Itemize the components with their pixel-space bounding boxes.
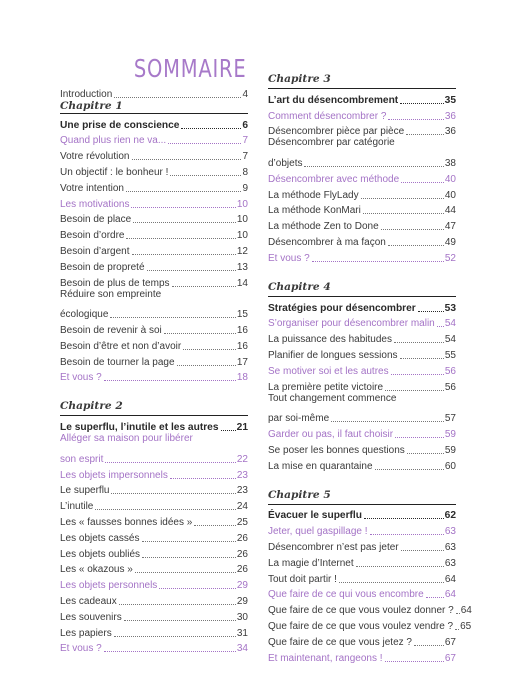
toc-page-number: 62 [444, 510, 456, 522]
toc-page-number: 17 [236, 356, 248, 368]
toc-entry-title: Désencombrer par catégorie [268, 137, 395, 149]
toc-page-number: 10 [236, 198, 248, 210]
section-gap [268, 472, 456, 487]
toc-page-number: 18 [236, 372, 248, 384]
dot-leader [131, 207, 235, 208]
toc-page-number: 52 [444, 252, 456, 264]
toc-entry-title: Désencombrer avec méthode [268, 173, 400, 185]
toc-entry[interactable] [60, 289, 248, 305]
toc-entry[interactable] [60, 623, 248, 639]
dot-leader [381, 229, 444, 230]
dot-leader [172, 286, 236, 287]
toc-entry-title: Et vous ? [60, 372, 102, 384]
toc-entry[interactable] [268, 216, 456, 232]
toc-page-number: 55 [444, 349, 456, 361]
dot-leader [111, 493, 235, 494]
toc-entry-title: La méthode Zen to Done [268, 221, 379, 233]
toc-page-number: 21 [236, 422, 248, 434]
dot-leader [370, 534, 444, 535]
toc-entry[interactable] [60, 257, 248, 273]
toc-page-number: 54 [444, 334, 456, 346]
toc-page-number: 64 [444, 589, 456, 601]
toc-page-number: 36 [444, 110, 456, 122]
toc-entry-title: écologique [60, 309, 109, 321]
toc-entry[interactable] [268, 201, 456, 217]
toc-page-number: 35 [444, 94, 456, 106]
toc-entry[interactable] [60, 352, 248, 368]
dot-leader [132, 254, 236, 255]
dot-leader [364, 518, 444, 519]
section-gap [60, 383, 248, 398]
toc-page-number: 63 [444, 541, 456, 553]
toc-entry-title: par soi-même [268, 413, 330, 425]
toc-page-number: 31 [236, 627, 248, 639]
toc-page-number: 63 [444, 557, 456, 569]
toc-page-number: 59 [444, 444, 456, 456]
toc-entry[interactable] [60, 465, 248, 481]
dot-leader [375, 469, 444, 470]
toc-entry-title: Les motivations [60, 198, 130, 210]
toc-entry-title: Besoin d’être et non d’avoir [60, 340, 182, 352]
toc-page-number: 16 [236, 324, 248, 336]
toc-entry[interactable] [60, 304, 248, 320]
toc-entry-title: Besoin de propreté [60, 261, 145, 273]
toc-entry-title: Les objets oubliés [60, 548, 141, 560]
toc-left-column [60, 84, 248, 654]
toc-page-number: 10 [236, 214, 248, 226]
toc-entry[interactable] [60, 241, 248, 257]
dot-leader [168, 143, 241, 144]
toc-entry-title: La méthode KonMari [268, 205, 361, 217]
toc-entry[interactable] [60, 336, 248, 352]
toc-page-number: 24 [236, 501, 248, 513]
dot-leader [170, 478, 236, 479]
toc-entry[interactable] [268, 106, 456, 122]
page-title: SOMMAIRE [133, 54, 247, 83]
toc-entry[interactable] [268, 345, 456, 361]
toc-page-number: 16 [236, 340, 248, 352]
toc-entry[interactable] [60, 433, 248, 449]
toc-entry-title: Le superflu, l’inutile et les autres [60, 422, 219, 434]
dot-leader [170, 175, 241, 176]
toc-entry[interactable] [60, 496, 248, 512]
toc-page-number: 23 [236, 469, 248, 481]
toc-page-number: 6 [242, 119, 248, 131]
toc-entry-title: Comment désencombrer ? [268, 110, 387, 122]
toc-entry[interactable] [268, 600, 472, 617]
toc-entry[interactable] [268, 569, 456, 585]
toc-entry[interactable] [268, 521, 456, 537]
dot-leader [181, 128, 241, 129]
toc-entry-title: Votre intention [60, 182, 124, 194]
toc-entry-title: S’organiser pour désencombrer malin [268, 318, 435, 330]
toc-entry[interactable] [60, 320, 248, 336]
toc-page-number: 23 [236, 485, 248, 497]
toc-entry[interactable] [60, 528, 248, 544]
toc-entry-title: Stratégies pour désencombrer [268, 302, 416, 314]
toc-entry-title: Les « fausses bonnes idées » [60, 516, 193, 528]
toc-entry[interactable] [268, 456, 456, 472]
dot-leader [114, 636, 236, 637]
dot-leader [385, 661, 444, 662]
toc-entry-title: L’art du désencombrement [268, 94, 399, 106]
toc-entry[interactable] [60, 84, 248, 100]
toc-entry-title: La mise en quarantaine [268, 460, 373, 472]
toc-page-number: 29 [236, 595, 248, 607]
toc-page-number: 36 [444, 126, 456, 138]
toc-page-number: 38 [444, 157, 456, 169]
toc-entry-title: La première petite victoire [268, 381, 384, 393]
toc-entry[interactable] [60, 639, 248, 655]
toc-page-number: 49 [444, 236, 456, 248]
toc-entry-title: Se motiver soi et les autres [268, 365, 389, 377]
toc-page-number: 12 [236, 245, 248, 257]
dot-leader [164, 333, 236, 334]
toc-entry-title: L’inutile [60, 501, 94, 513]
dot-leader [418, 311, 444, 312]
toc-entry-title: Que faire de ce que vous jetez ? [268, 636, 412, 648]
toc-entry[interactable] [268, 585, 456, 601]
dot-leader [119, 604, 236, 605]
chapter-title-entry[interactable] [60, 417, 248, 433]
toc-entry[interactable] [268, 616, 472, 632]
toc-entry[interactable] [60, 194, 248, 210]
toc-page-number: 7 [242, 135, 248, 147]
section-gap [268, 264, 456, 279]
toc-page-number: 65 [460, 620, 472, 632]
dot-leader [400, 103, 443, 104]
dot-leader [95, 509, 236, 510]
toc-entry-title: La magie d’Internet [268, 557, 354, 569]
toc-page-number: 26 [236, 532, 248, 544]
toc-entry[interactable] [268, 648, 456, 664]
toc-entry-title: Les objets cassés [60, 532, 140, 544]
toc-entry-title: Alléger sa maison pour libérer [60, 433, 193, 445]
toc-entry[interactable] [60, 544, 248, 560]
dot-leader [221, 430, 236, 431]
dot-leader [400, 358, 444, 359]
dot-leader [388, 119, 443, 120]
toc-page-number: 63 [444, 526, 456, 538]
toc-page-number: 4 [242, 88, 248, 100]
toc-entry-title: Besoin de place [60, 214, 132, 226]
dot-leader [401, 182, 444, 183]
toc-page-number: 56 [444, 381, 456, 393]
toc-entry[interactable] [60, 607, 248, 623]
toc-page-number: 40 [444, 173, 456, 185]
dot-leader [110, 317, 236, 318]
dot-leader [331, 421, 444, 422]
toc-entry-title: Se poser les bonnes questions [268, 444, 405, 456]
dot-leader [104, 380, 236, 381]
toc-entry[interactable] [268, 393, 456, 409]
dot-leader [356, 566, 444, 567]
toc-entry-title: Tout doit partir ! [268, 573, 337, 585]
toc-page-number: 8 [242, 166, 248, 178]
toc-page-number: 59 [444, 428, 456, 440]
toc-entry-title: Et maintenant, rangeons ! [268, 652, 383, 664]
toc-page-number: 14 [236, 277, 248, 289]
dot-leader [388, 245, 444, 246]
dot-leader [183, 349, 236, 350]
dot-leader [385, 390, 444, 391]
toc-entry-title: Le superflu [60, 485, 110, 497]
toc-entry-title: Évacuer le superflu [268, 510, 362, 522]
toc-entry-title: Besoin d’argent [60, 245, 130, 257]
dot-leader [437, 326, 444, 327]
toc-page-number: 29 [236, 580, 248, 592]
dot-leader [426, 597, 444, 598]
toc-entry[interactable] [268, 553, 456, 569]
toc-entry-title: Un objectif : le bonheur ! [60, 166, 169, 178]
toc-entry[interactable] [268, 632, 456, 648]
toc-entry[interactable] [268, 440, 456, 456]
dot-leader [394, 342, 444, 343]
dot-leader [133, 222, 236, 223]
toc-entry-title: Besoin de plus de temps [60, 277, 170, 289]
dot-leader [312, 261, 444, 262]
toc-entry-title: Besoin de revenir à soi [60, 324, 162, 336]
toc-entry-title: Les cadeaux [60, 595, 117, 607]
toc-page-number: 15 [236, 309, 248, 321]
chapter-title-entry[interactable] [268, 90, 456, 106]
toc-page-number: 40 [444, 189, 456, 201]
toc-entry-title: son esprit [60, 453, 104, 465]
toc-entry-title: Que faire de ce que vous voulez donner ? [268, 605, 454, 617]
toc-entry[interactable] [60, 178, 248, 194]
toc-entry[interactable] [60, 162, 248, 178]
dot-leader [147, 270, 236, 271]
toc-entry[interactable] [60, 560, 248, 576]
toc-entry[interactable] [268, 169, 456, 185]
toc-page-number: 57 [444, 413, 456, 425]
toc-entry-title: Quand plus rien ne va... [60, 135, 167, 147]
dot-leader [414, 645, 444, 646]
dot-leader [114, 97, 241, 98]
toc-entry-title: Introduction [60, 88, 113, 100]
toc-entry-title: Désencombrer n’est pas jeter [268, 541, 399, 553]
chapter-title-entry[interactable] [60, 115, 248, 131]
dot-leader [194, 525, 236, 526]
toc-page-number: 64 [460, 605, 472, 617]
toc-entry[interactable] [60, 368, 248, 384]
toc-entry-title: Que faire de ce que vous voulez vendre ? [268, 620, 454, 632]
toc-entry[interactable] [60, 512, 248, 528]
dot-leader [135, 572, 236, 573]
toc-page-number: 26 [236, 548, 248, 560]
toc-entry-title: Tout changement commence [268, 392, 397, 404]
chapter-heading: Chapitre 5 [268, 487, 456, 505]
toc-entry[interactable] [268, 408, 456, 424]
toc-entry-title: Désencombrer à ma façon [268, 236, 386, 248]
toc-entry-title: Les « okazous » [60, 564, 133, 576]
dot-leader [104, 651, 236, 652]
toc-page-number: 53 [444, 302, 456, 314]
dot-leader [395, 437, 444, 438]
dot-leader [406, 134, 444, 135]
toc-entry[interactable] [268, 232, 456, 248]
toc-entry[interactable] [268, 537, 456, 553]
toc-page-number: 22 [236, 453, 248, 465]
toc-entry[interactable] [268, 137, 456, 153]
toc-page-number: 7 [242, 151, 248, 163]
toc-entry-title: La puissance des habitudes [268, 334, 392, 346]
toc-page-number: 47 [444, 221, 456, 233]
toc-entry-title: Les souvenirs [60, 611, 122, 623]
toc-entry[interactable] [268, 377, 456, 393]
toc-entry[interactable] [268, 153, 456, 169]
toc-entry-title: Les objets impersonnels [60, 469, 168, 481]
toc-page-number: 10 [236, 230, 248, 242]
dot-leader [177, 365, 236, 366]
toc-entry[interactable] [60, 131, 248, 147]
toc-entry[interactable] [268, 424, 456, 440]
toc-entry-title: Et vous ? [268, 252, 310, 264]
toc-page-number: 30 [236, 611, 248, 623]
toc-page-number: 44 [444, 205, 456, 217]
dot-leader [401, 550, 444, 551]
chapter-title-entry[interactable] [268, 298, 456, 314]
toc-entry[interactable] [60, 481, 248, 497]
toc-entry-title: d’objets [268, 157, 303, 169]
toc-entry-title: Une prise de conscience [60, 119, 180, 131]
toc-page-number: 64 [444, 573, 456, 585]
dot-leader [391, 374, 444, 375]
dot-leader [363, 213, 444, 214]
toc-right-column [268, 71, 472, 664]
toc-page-number: 54 [444, 318, 456, 330]
toc-entry[interactable] [60, 449, 248, 465]
dot-leader [142, 541, 236, 542]
dot-leader [142, 557, 236, 558]
toc-page-number: 67 [444, 652, 456, 664]
toc-entry-title: La méthode FlyLady [268, 189, 359, 201]
dot-leader [361, 198, 444, 199]
toc-entry[interactable] [60, 273, 248, 289]
toc-entry-title: Besoin d’ordre [60, 230, 125, 242]
toc-entry[interactable] [268, 248, 456, 264]
toc-entry-title: Votre révolution [60, 151, 130, 163]
dot-leader [105, 462, 236, 463]
toc-page-number: 34 [236, 643, 248, 655]
toc-entry[interactable] [60, 575, 248, 591]
toc-entry-title: Jeter, quel gaspillage ! [268, 526, 368, 538]
toc-entry[interactable] [268, 314, 456, 330]
toc-entry[interactable] [60, 591, 248, 607]
toc-entry-title: Garder ou pas, il faut choisir [268, 428, 394, 440]
toc-entry-title: Besoin de tourner la page [60, 356, 175, 368]
toc-entry-title: Les papiers [60, 627, 112, 639]
toc-entry-title: Planifier de longues sessions [268, 349, 398, 361]
dot-leader [132, 159, 242, 160]
dot-leader [126, 238, 235, 239]
toc-entry-title: Et vous ? [60, 643, 102, 655]
toc-page-number: 26 [236, 564, 248, 576]
toc-page-number: 56 [444, 365, 456, 377]
chapter-title-entry[interactable] [268, 506, 456, 522]
toc-entry[interactable] [268, 329, 456, 345]
chapter-heading: Chapitre 4 [268, 279, 456, 297]
toc-entry[interactable] [268, 122, 456, 138]
toc-entry[interactable] [268, 361, 456, 377]
toc-page-number: 67 [444, 636, 456, 648]
chapter-heading: Chapitre 3 [268, 71, 456, 89]
toc-page-number: 25 [236, 516, 248, 528]
toc-entry[interactable] [60, 146, 248, 162]
toc-entry-title: Que faire de ce qui vous encombre [268, 589, 424, 601]
dot-leader [407, 453, 444, 454]
dot-leader [304, 166, 443, 167]
chapter-heading: Chapitre 2 [60, 398, 248, 416]
toc-entry-title: Réduire son empreinte [60, 288, 162, 300]
chapter-heading: Chapitre 1 [60, 100, 248, 114]
toc-entry[interactable] [60, 225, 248, 241]
toc-page-number: 9 [242, 182, 248, 194]
toc-entry[interactable] [60, 210, 248, 226]
toc-page-number: 13 [236, 261, 248, 273]
dot-leader [124, 620, 236, 621]
toc-page-number: 60 [444, 460, 456, 472]
dot-leader [159, 588, 236, 589]
dot-leader [126, 191, 242, 192]
dot-leader [455, 629, 459, 630]
toc-entry-title: Désencombrer pièce par pièce [268, 126, 405, 138]
toc-entry[interactable] [268, 185, 456, 201]
dot-leader [456, 613, 460, 614]
toc-entry-title: Les objets personnels [60, 580, 158, 592]
dot-leader [339, 582, 444, 583]
